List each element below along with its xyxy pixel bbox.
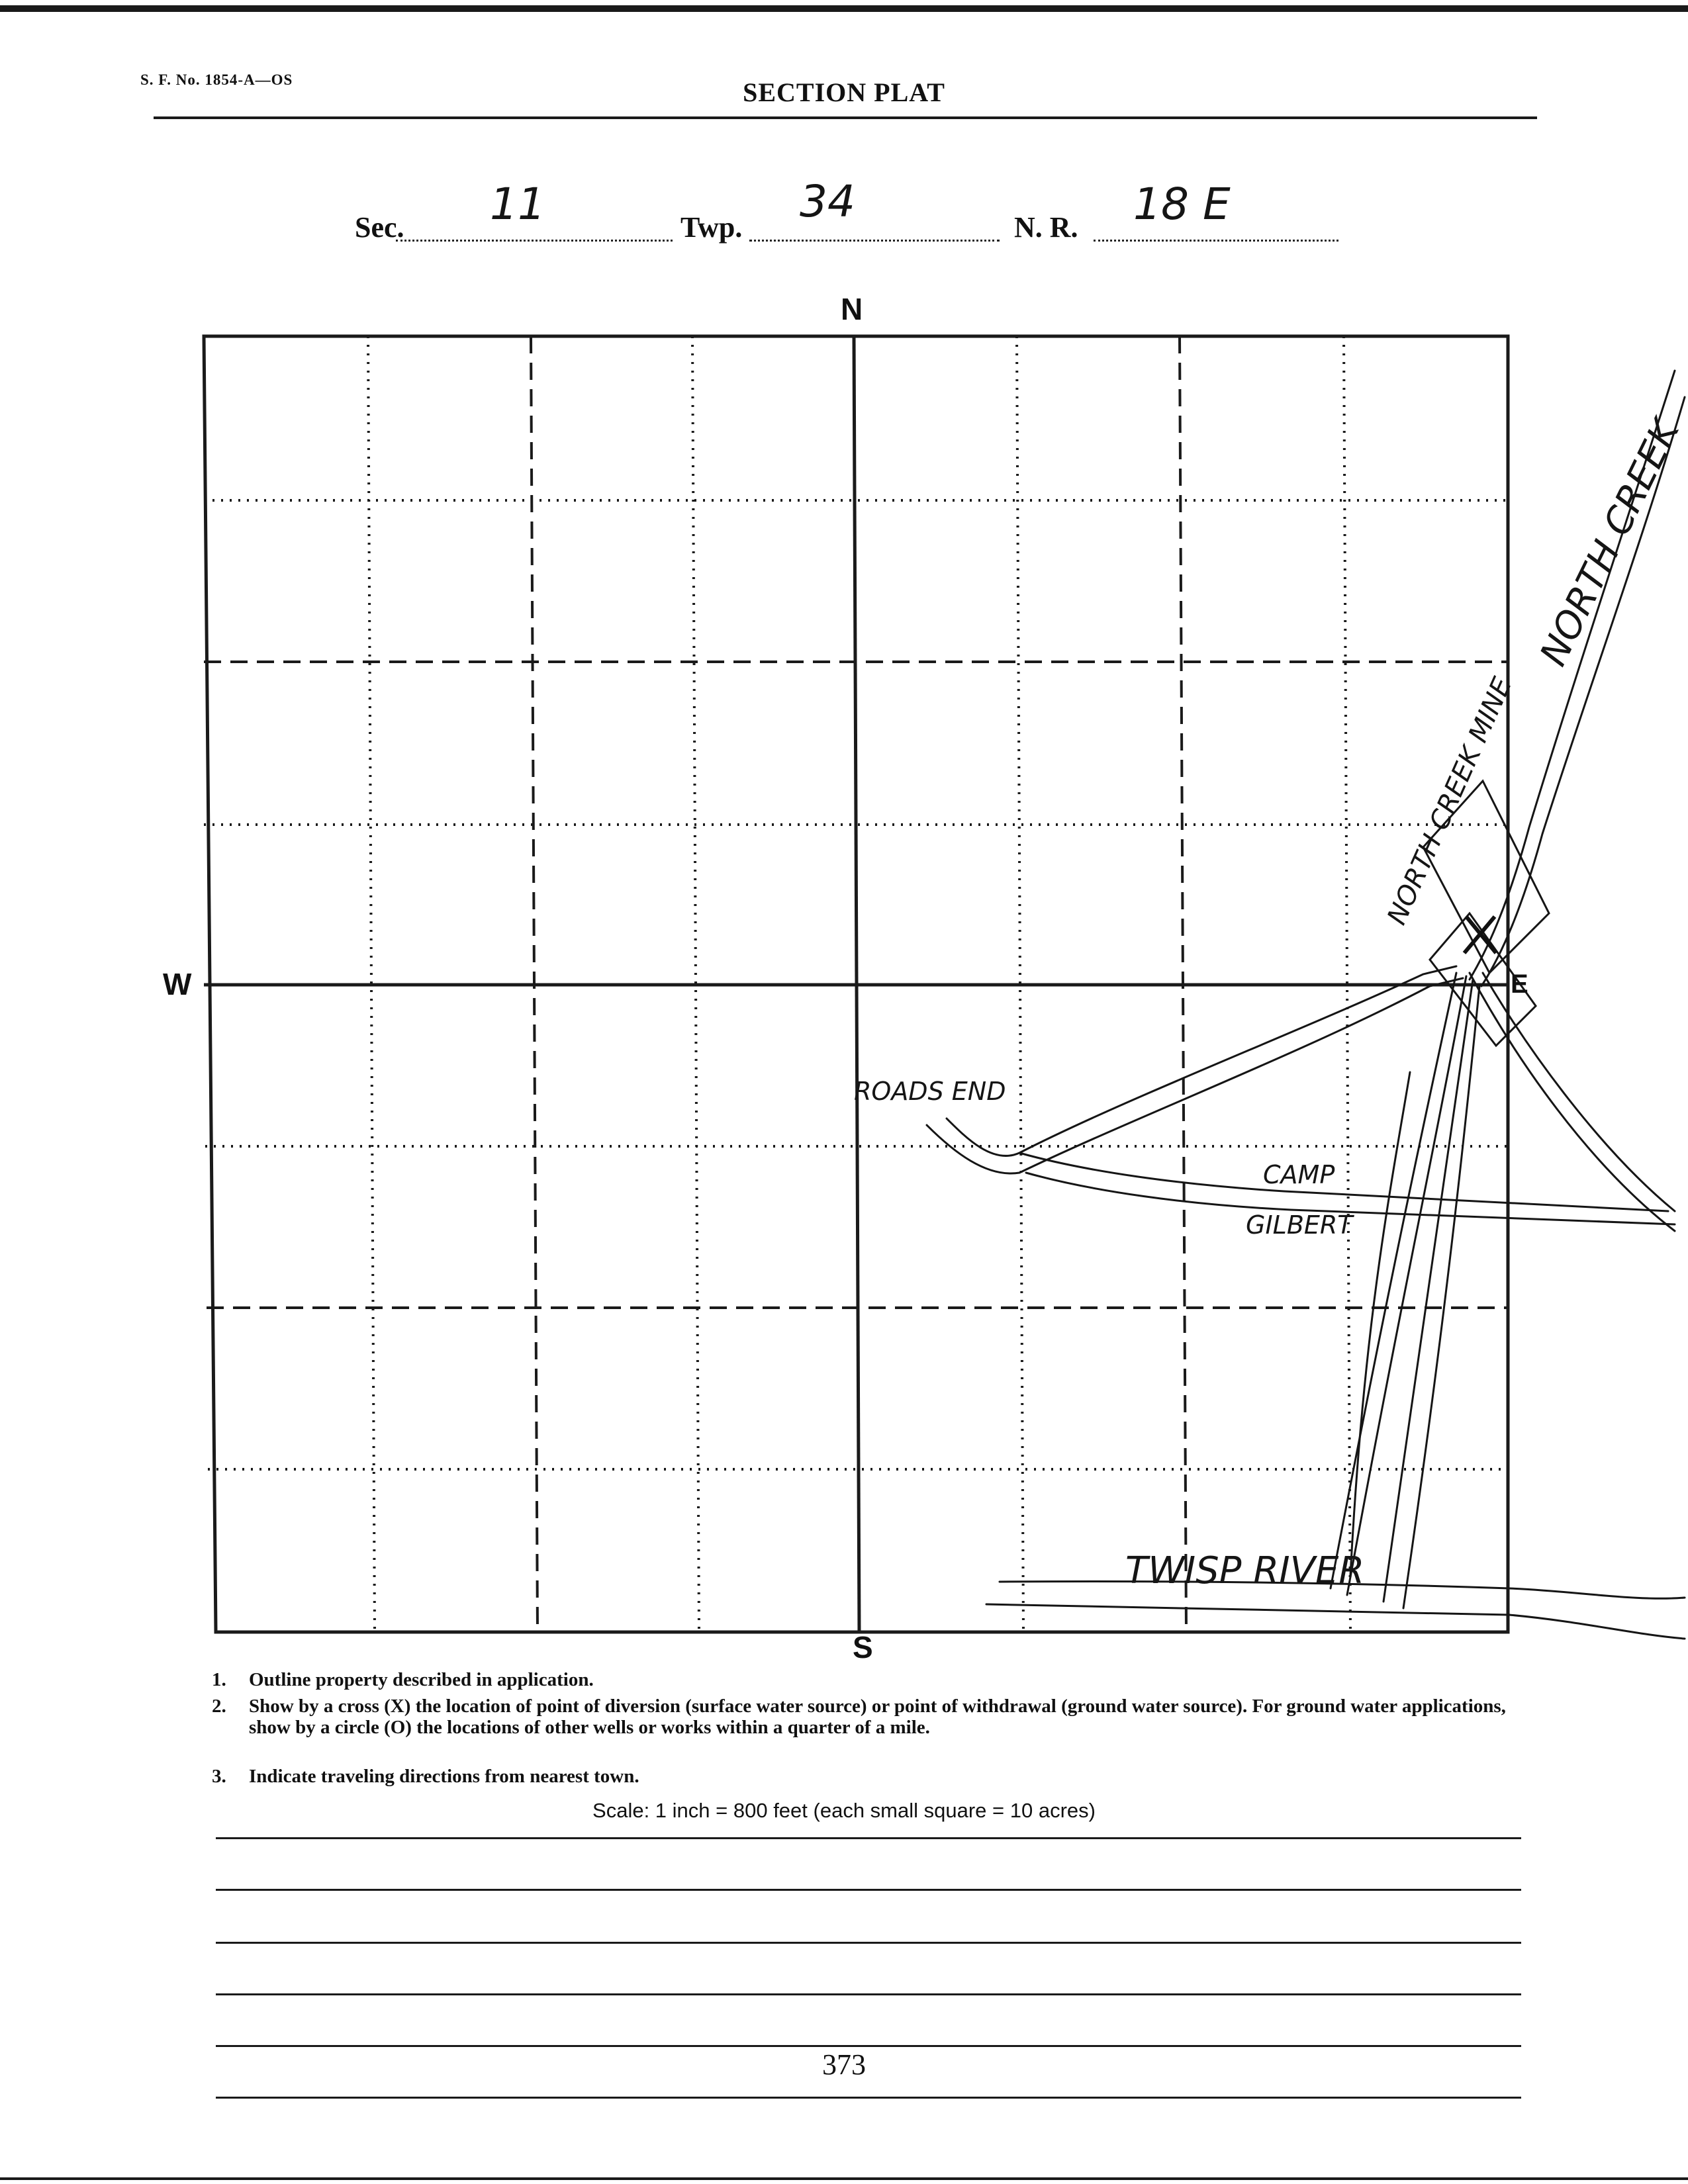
instruction-text: Indicate traveling directions from nearest town.: [249, 1766, 639, 1787]
writing-line[interactable]: [216, 1889, 1521, 1891]
compass-south: S: [853, 1630, 873, 1664]
township-label: Twp.: [680, 211, 743, 244]
instruction-1: [212, 1669, 594, 1690]
instruction-number: 2.: [212, 1696, 226, 1717]
instruction-2: [212, 1696, 1523, 1738]
section-label: Sec.: [355, 211, 404, 244]
form-number: S. F. No. 1854-A—OS: [140, 71, 293, 88]
instruction-text: Show by a cross (X) the location of point of diversion (surface water source) or point of withdrawal (ground water source). For ground water applications, show by a circle (O) the locations of other wells or works within a quarter of a mile.: [249, 1696, 1506, 1738]
compass-north: N: [841, 292, 863, 326]
road-line: [947, 966, 1456, 1156]
trail-line: [1403, 986, 1479, 1608]
township-value: 34: [800, 176, 855, 227]
bottom-border-rule: [0, 2177, 1688, 2180]
road-line: [1019, 1153, 1668, 1211]
instruction-3: [212, 1766, 639, 1787]
writing-line[interactable]: [216, 1942, 1521, 1944]
writing-line[interactable]: [216, 1837, 1521, 1839]
road-line: [927, 978, 1463, 1173]
instruction-number: 3.: [212, 1766, 226, 1787]
compass-east: E: [1511, 970, 1528, 999]
label-twisp-river: TWISP RIVER: [1125, 1549, 1365, 1592]
range-label: N. R.: [1014, 211, 1078, 244]
label-camp: CAMP: [1263, 1160, 1335, 1189]
writing-line[interactable]: [216, 2045, 1521, 2047]
label-gilbert: GILBERT: [1246, 1210, 1353, 1240]
label-north-creek-mine: NORTH CREEK MINE: [1382, 673, 1519, 930]
instruction-number: 1.: [212, 1669, 226, 1690]
trail-line: [1331, 973, 1456, 1588]
creek-branch: [1470, 973, 1675, 1231]
writing-line[interactable]: [216, 1993, 1521, 1995]
trail-line: [1347, 976, 1466, 1595]
page-number: 373: [822, 2048, 866, 2081]
page-title: SECTION PLAT: [743, 77, 945, 107]
hand-sketch: [927, 371, 1685, 1639]
creek-branch: [1483, 973, 1675, 1211]
range-value: 18 E: [1133, 179, 1231, 230]
scale-note: Scale: 1 inch = 800 feet (each small square = 10 acres): [592, 1799, 1096, 1822]
instruction-text: Outline property described in application.: [249, 1669, 594, 1690]
writing-line[interactable]: [216, 2097, 1521, 2099]
trail-line: [1383, 979, 1473, 1602]
label-roads-end: ROADS END: [854, 1077, 1006, 1106]
compass-west: W: [163, 967, 192, 1001]
label-north-creek: NORTH CREEK: [1532, 413, 1688, 673]
section-value: 11: [490, 179, 545, 230]
